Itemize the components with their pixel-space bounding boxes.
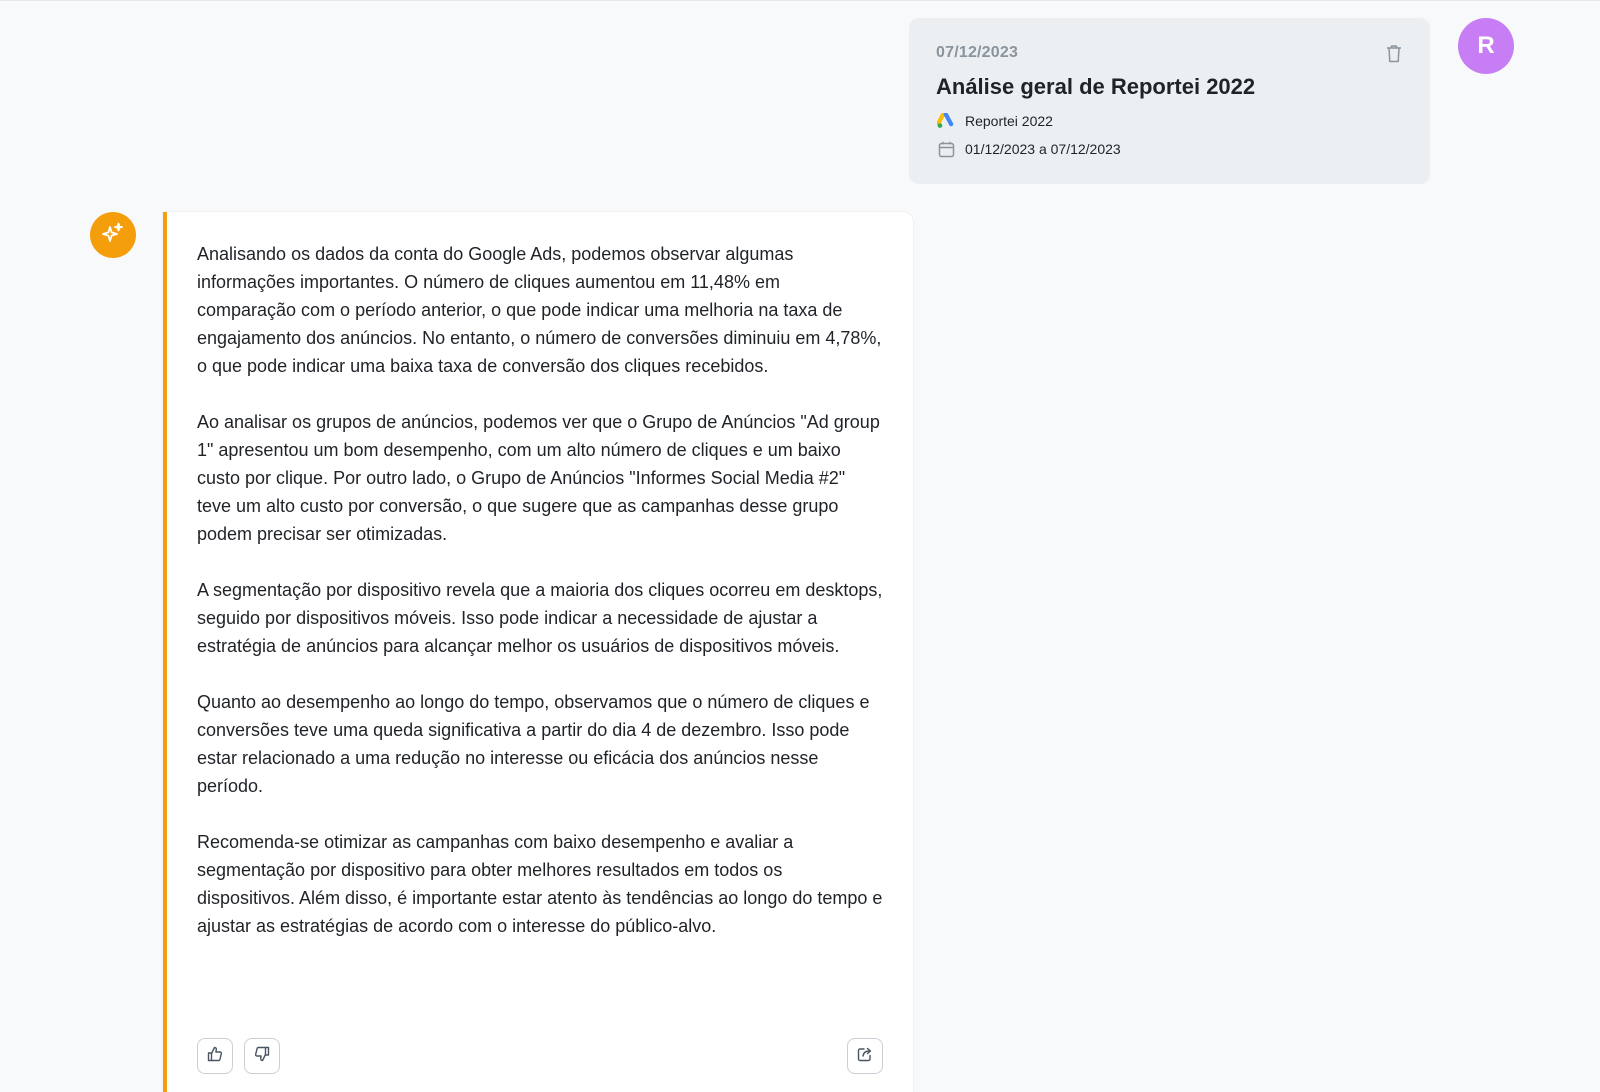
request-date: 07/12/2023 xyxy=(936,44,1019,61)
response-paragraph: Ao analisar os grupos de anúncios, podemos ver que o Grupo de Anúncios "Ad group 1" apresentou um bom desempenho, com um alto número de cliques e um baixo custo por clique. Por outro lado, o Grupo de Anúncios "Informes Social Media #2" teve um alto custo por conversão, o que sugere que as campanhas desse grupo podem precisar ser otimizadas. xyxy=(197,412,880,544)
ai-response-card xyxy=(163,212,913,1092)
dislike-button[interactable] xyxy=(244,1038,280,1074)
analysis-request-card xyxy=(909,18,1430,184)
account-name: Reportei 2022 xyxy=(965,113,1053,129)
account-row xyxy=(936,111,1403,131)
calendar-icon xyxy=(936,139,956,159)
period-row xyxy=(936,139,1403,159)
thumbs-down-icon xyxy=(254,1046,270,1067)
response-text xyxy=(197,240,883,940)
request-title: Análise geral de Reportei 2022 xyxy=(936,74,1256,99)
response-paragraph: A segmentação por dispositivo revela que a maioria dos cliques ocorreu em desktops, seguido por dispositivos móveis. Isso pode indicar a necessidade de ajustar a estratégia de anúncios para alcançar melhor os usuários de dispositivos móveis. xyxy=(197,580,883,656)
ai-avatar xyxy=(90,212,136,258)
delete-button[interactable] xyxy=(1384,45,1404,67)
response-actions xyxy=(197,1038,883,1076)
trash-icon xyxy=(1386,44,1402,68)
response-paragraph: Recomenda-se otimizar as campanhas com baixo desempenho e avaliar a segmentação por dispositivo para obter melhores resultados em todos os dispositivos. Além disso, é importante estar atento às tendências ao longo do tempo e ajustar as estratégias de acordo com o interesse do público-alvo. xyxy=(197,832,883,936)
user-avatar: R xyxy=(1458,18,1514,74)
response-paragraph: Analisando os dados da conta do Google Ads, podemos observar algumas informações importantes. O número de cliques aumentou em 11,48% em comparação com o período anterior, o que pode indicar uma melhoria na taxa de engajamento dos anúncios. No entanto, o número de conversões diminuiu em 4,78%, o que pode indicar uma baixa taxa de conversão dos cliques recebidos. xyxy=(197,244,882,376)
share-button[interactable] xyxy=(847,1038,883,1074)
sparkles-icon xyxy=(101,221,125,250)
share-icon xyxy=(857,1046,873,1067)
top-divider xyxy=(0,0,1600,1)
thumbs-up-icon xyxy=(207,1046,223,1067)
like-button[interactable] xyxy=(197,1038,233,1074)
period-range: 01/12/2023 a 07/12/2023 xyxy=(965,141,1121,157)
google-ads-icon xyxy=(936,111,956,131)
response-paragraph: Quanto ao desempenho ao longo do tempo, observamos que o número de cliques e conversões teve uma queda significativa a partir do dia 4 de dezembro. Isso pode estar relacionado a uma redução no interesse ou eficácia dos anúncios nesse período. xyxy=(197,692,870,796)
